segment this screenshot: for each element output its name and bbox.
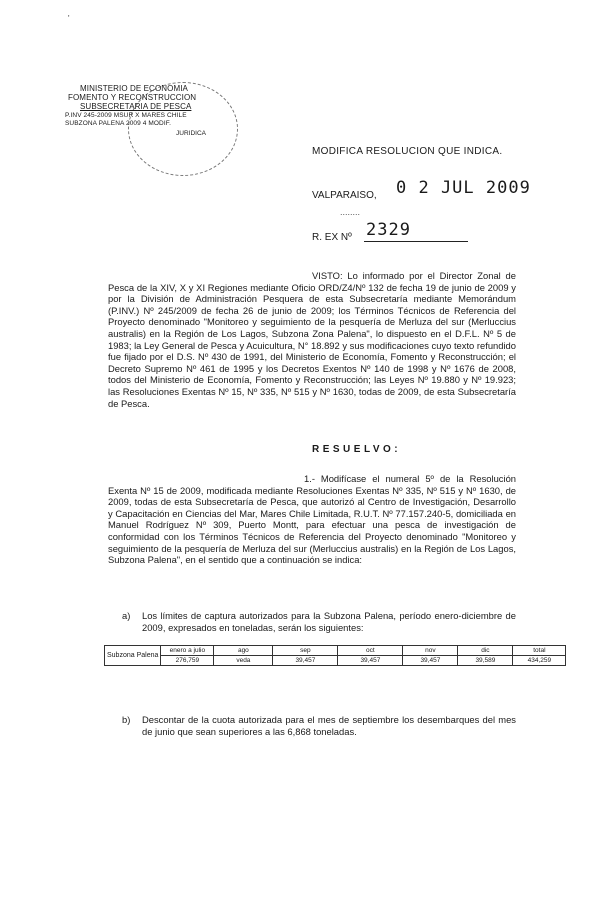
resolution-label: R. EX Nº <box>312 232 352 243</box>
table-cell: 39,457 <box>403 656 458 666</box>
catch-limits-table <box>104 645 566 666</box>
table-header-cell: enero a julio <box>161 646 214 656</box>
item-b-label: b) <box>122 714 131 725</box>
resolution-underline <box>364 241 468 242</box>
header-ministry: MINISTERIO DE ECONOMIA <box>80 84 188 93</box>
stamp-text: JURIDICA <box>176 130 206 137</box>
table-header-cell: oct <box>338 646 403 656</box>
table-header-cell: total <box>513 646 566 656</box>
table-header-row <box>105 646 566 656</box>
table-header-cell: dic <box>458 646 513 656</box>
table-cell: 39,589 <box>458 656 513 666</box>
item-a-text: Los límites de captura autorizados para la Subzona Palena, período enero-diciembre de 2009, expresados en toneladas, serán los siguientes: <box>142 610 516 633</box>
article-1-paragraph: 1.- Modifícase el numeral 5º de la Resolución Exenta Nº 15 de 2009, modificada mediante Resoluciones Exentas Nº 335, Nº 515 y Nº 1630, de 2009, todas de esta Subsecretaría de Pesca, que autorizó al Centro de Investigación, Desarrollo y Capacitación en Ciencias del Mar, Mares Chile Limitada, R.U.T. Nº 77.157.240-5, domiciliada en Manuel Rodríguez Nº 309, Puerto Montt, para efectuar una pesca de investigación de conformidad con los Términos Técnicos de Referencia del Proyecto denominado "Monitoreo y seguimiento de la pesquería de Merluza del sur (Merluccius australis) en la Región de Los Lagos, Subzona Palena", en el sentido que a continuación se indica: <box>108 473 516 566</box>
table-cell: 39,457 <box>338 656 403 666</box>
document-title: MODIFICA RESOLUCION QUE INDICA. <box>312 146 503 157</box>
dots: ........ <box>340 207 361 217</box>
resolution-number: 2329 <box>366 220 411 240</box>
table-header-cell: sep <box>273 646 338 656</box>
visto-paragraph: VISTO: Lo informado por el Director Zonal de Pesca de la XIV, X y XI Regiones mediante Oficio ORD/Z4/Nº 132 de fecha 19 de junio de 2009 y por la División de Administración Pesquera de esta Subsecretaría mediante Memorándum (P.INV.) Nº 245/2009 de fecha 26 de junio de 2009; los Términos Técnicos de Referencia del Proyecto denominado "Monitoreo y seguimiento de la pesquería de Merluza del sur (Merluccius australis) en la Región de Los Lagos, Subzona Zona Palena", lo dispuesto en el D.F.L. Nº 5 de 1983; la Ley General de Pesca y Acuicultura, N° 18.892 y sus modificaciones cuyo texto refundido fue fijado por el D.S. Nº 430 de 1991, del Ministerio de Economía, Fomento y Reconstrucción; el Decreto Supremo Nº 461 de 1995 y los Decretos Exentos Nº 140 de 1998 y Nº 1676 de 2008, todos del Ministerio de Economía, Fomento y Reconstrucción; las Leyes Nº 19.880 y Nº 19.923; las Resoluciones Exentas Nº 15, Nº 335, Nº 515 y Nº 1630, todas de 2009, de esta Subsecretaría de Pesca. <box>108 270 516 409</box>
header-subsecretaria: SUBSECRETARIA DE PESCA <box>80 102 192 111</box>
header-reference: P.INV 245-2009 MSUR X MARES CHILE <box>65 112 187 119</box>
item-a-label: a) <box>122 610 131 621</box>
table-cell: 434,259 <box>513 656 566 666</box>
table-cell: veda <box>214 656 273 666</box>
table-cell: 276,759 <box>161 656 214 666</box>
table-row <box>105 656 566 666</box>
table-cell: 39,457 <box>273 656 338 666</box>
city: VALPARAISO, <box>312 190 377 201</box>
table-header-cell: nov <box>403 646 458 656</box>
stamped-date: 0 2 JUL 2009 <box>396 178 531 198</box>
header-fomento: FOMENTO Y RECONSTRUCCION <box>68 93 197 102</box>
page-mark: ' <box>68 14 70 23</box>
table-row-label: Subzona Palena <box>105 646 161 666</box>
resuelvo-heading: RESUELVO: <box>312 444 402 455</box>
header-subzona: SUBZONA PALENA 2009 4 MODIF. <box>65 120 171 127</box>
item-b-text: Descontar de la cuota autorizada para el mes de septiembre los desembarques del mes de junio que sean superiores a las 6,868 toneladas. <box>142 714 516 737</box>
table-header-cell: ago <box>214 646 273 656</box>
